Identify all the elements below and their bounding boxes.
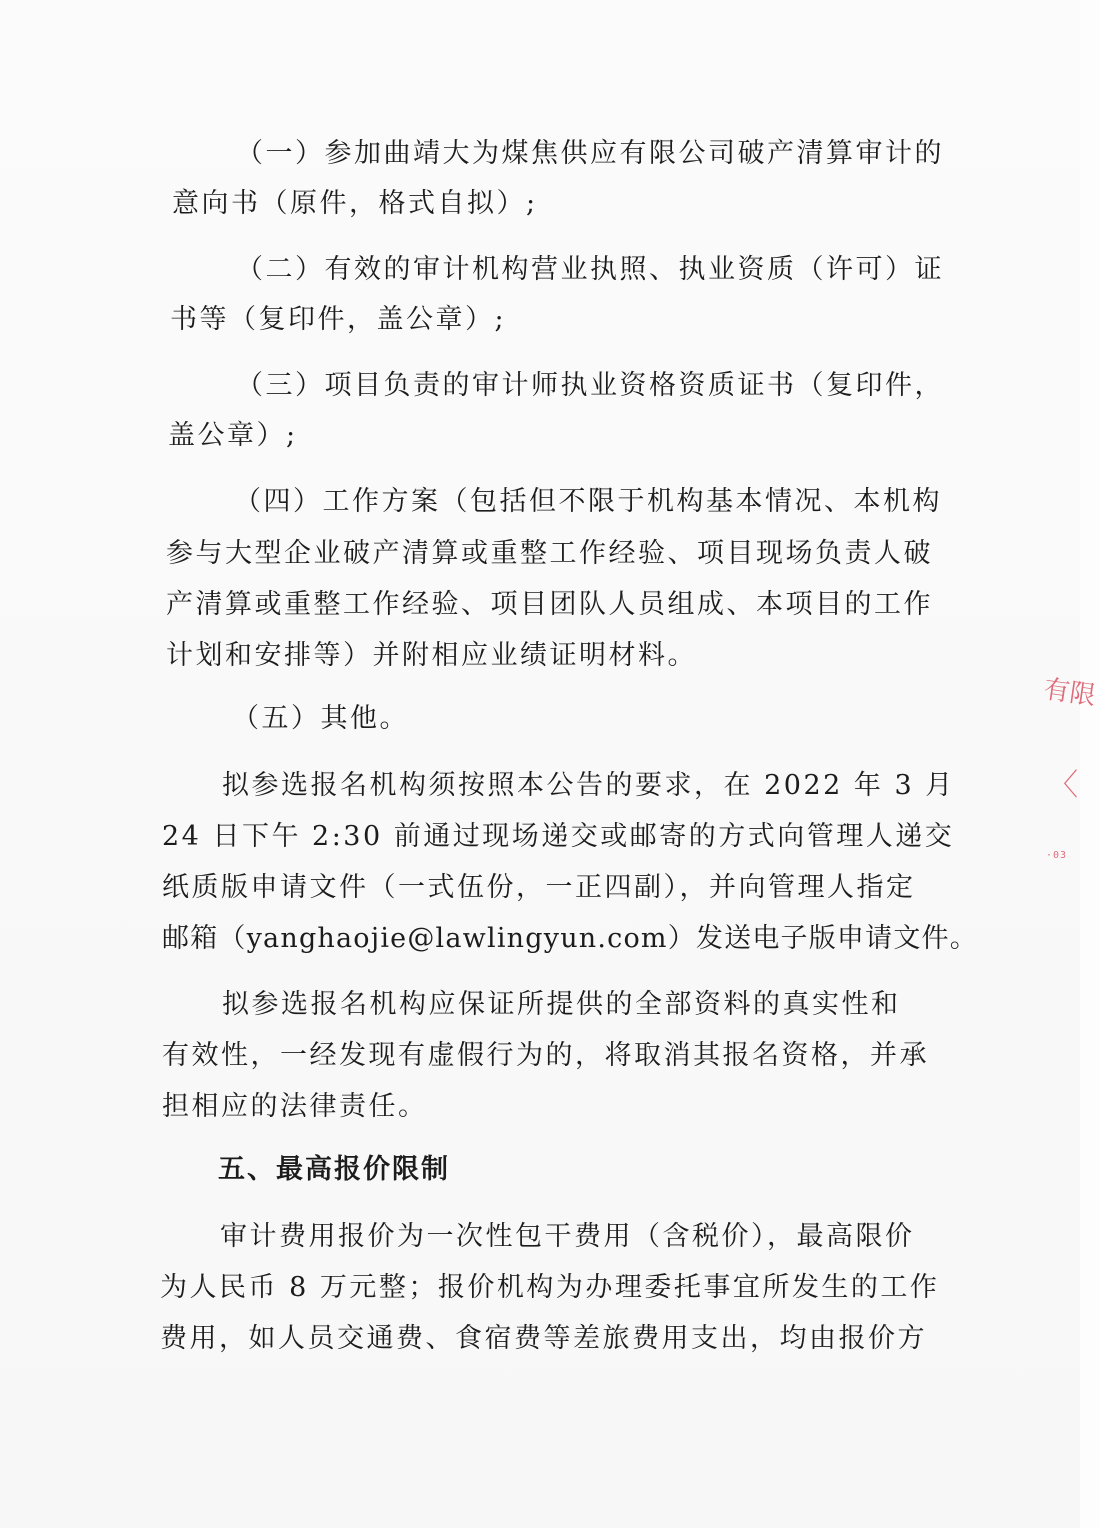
text-line: 盖公章）; [168,420,298,451]
text-line: 审计费用报价为一次性包干费用（含税价），最高限价 [220,1221,915,1252]
stamp-fragment: 〈 [1048,768,1078,803]
text-line: （一）参加曲靖大为煤焦供应有限公司破产清算审计的 [236,138,944,169]
text-line: 拟参选报名机构应保证所提供的全部资料的真实性和 [222,989,901,1020]
text-line: 有效性，一经发现有虚假行为的，将取消其报名资格，并承 [162,1040,929,1071]
text-line: 参与大型企业破产清算或重整工作经验、项目现场负责人破 [166,538,933,569]
text-line: （二）有效的审计机构营业执照、执业资质（许可）证 [236,254,944,285]
stamp-number: ·03 [1046,850,1068,861]
seal-stamp [1040,672,1100,882]
text-line: 费用，如人员交通费、食宿费等差旅费用支出，均由报价方 [160,1323,927,1354]
text-line: 意向书（原件，格式自拟）; [172,188,538,219]
text-line: 拟参选报名机构须按照本公告的要求，在 2022 年 3 月 [222,770,955,801]
text-line: （五）其他。 [232,703,409,734]
text-line: （四）工作方案（包括但不限于机构基本情况、本机构 [234,486,942,517]
stamp-fragment: 有限 [1041,674,1098,712]
section-heading: 五、最高报价限制 [218,1154,450,1185]
text-line: 计划和安排等）并附相应业绩证明材料。 [166,640,697,671]
text-line: 为人民币 8 万元整；报价机构为办理委托事宜所发生的工作 [160,1272,940,1303]
text-line: 邮箱（yanghaojie@lawlingyun.com）发送电子版申请文件。 [162,923,978,954]
text-line: 产清算或重整工作经验、项目团队人员组成、本项目的工作 [166,589,933,620]
text-line: 纸质版申请文件（一式伍份，一正四副），并向管理人指定 [162,872,916,903]
text-line: 24 日下午 2:30 前通过现场递交或邮寄的方式向管理人递交 [162,821,955,852]
text-line: （三）项目负责的审计师执业资格资质证书（复印件， [236,370,944,401]
text-line: 书等（复印件，盖公章）; [170,304,507,335]
text-line: 担相应的法律责任。 [162,1091,428,1122]
